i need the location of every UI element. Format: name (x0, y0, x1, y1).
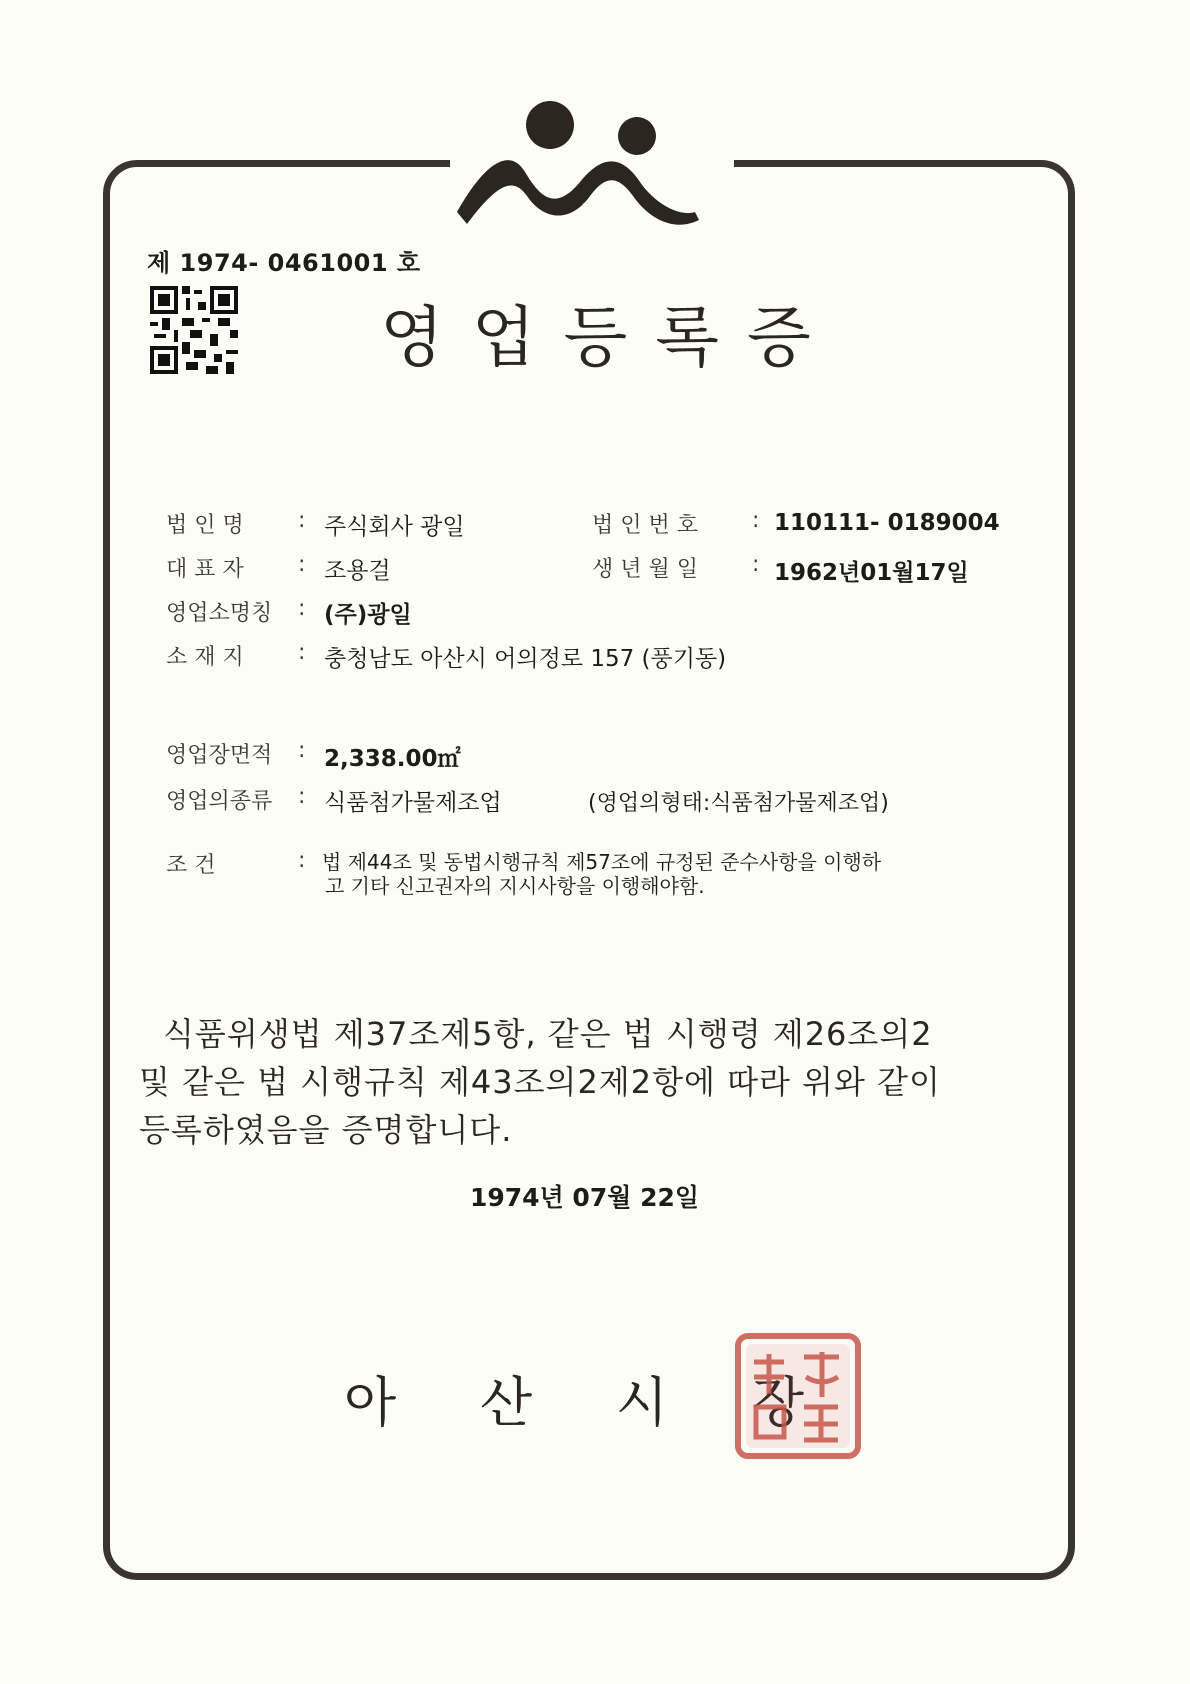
issuer-char-3: 시 (615, 1371, 669, 1434)
official-seal-icon (734, 1332, 862, 1460)
area-label: 영업장면적 (166, 743, 273, 768)
city-emblem-icon (455, 92, 705, 252)
condition-label: 조 건 (166, 853, 216, 878)
statement-line-1: 식품위생법 제37조제5항, 같은 법 시행령 제26조의2 (163, 1015, 933, 1053)
birthdate-value: 1962년01월17일 (774, 560, 969, 586)
certification-statement (139, 1010, 1039, 1154)
issue-date: 1974년 07월 22일 (470, 1183, 700, 1212)
qr-code-icon (150, 286, 238, 374)
birthdate-label: 생 년 월 일 (592, 557, 698, 582)
certificate-page: 제 1974- 0461001 호 영업등록증 법 인 명 : 주식회사 광일 법 인 번 호 : 110111- 0189004 대 표 자 : 조용걸 생 년 월 일 : 1962년01월17일 영업소명칭 : (주)광일 소 재 지 : 충청남도 아산시 어의정로 157 (풍기동) 영업장면적 : 2,338.00㎡ 영업의종류 : 식품첨가물제조업 (영업의형태:식품첨가물제조업) 조 건 : 법 제44조 및 동법시행규칙 제57조에 규정된 준수사항을 이행하 고 기타 신고권자의 지시사항을 이행해야함. 식품위생법 제37조제5항, 같은 법 시행령 제26조의2 및 같은 법 시행규칙 제43조의2제2항에 따라 위와 같이 등록하였음을 증명합니다. 1974년 07월 22일 아 산 시 장 (0, 0, 1190, 1684)
corp-name-value: 주식회사 광일 (324, 514, 465, 540)
condition-text (322, 850, 1022, 898)
location-label: 소 재 지 (166, 645, 244, 670)
location-value: 충청남도 아산시 어의정로 157 (풍기동) (324, 646, 727, 672)
issuer-char-2: 산 (479, 1371, 533, 1434)
statement-line-2: 및 같은 법 시행규칙 제43조의2제2항에 따라 위와 같이 (139, 1063, 941, 1101)
corp-name-label: 법 인 명 (166, 513, 244, 538)
representative-label: 대 표 자 (166, 557, 244, 582)
business-type-label: 영업의종류 (166, 789, 273, 814)
corp-number-label: 법 인 번 호 (592, 513, 698, 538)
condition-line-2: 고 기타 신고권자의 지시사항을 이행해야함. (325, 874, 705, 898)
trade-name-label: 영업소명칭 (166, 601, 273, 626)
business-type-value: 식품첨가물제조업 (324, 790, 502, 816)
document-title: 영업등록증 (380, 299, 839, 376)
condition-line-1: 법 제44조 및 동법시행규칙 제57조에 규정된 준수사항을 이행하 (322, 850, 882, 874)
issuer-char-4: 장 (751, 1371, 804, 1434)
registration-number: 제 1974- 0461001 호 (147, 249, 421, 277)
business-form-value: (영업의형태:식품첨가물제조업) (588, 791, 889, 816)
statement-line-3: 등록하였음을 증명합니다. (139, 1111, 513, 1149)
issuer-char-1: 아 (344, 1371, 397, 1434)
trade-name-value: (주)광일 (324, 602, 412, 628)
corp-number-value: 110111- 0189004 (774, 510, 1000, 536)
representative-value: 조용걸 (324, 558, 391, 584)
area-value: 2,338.00㎡ (324, 746, 461, 772)
